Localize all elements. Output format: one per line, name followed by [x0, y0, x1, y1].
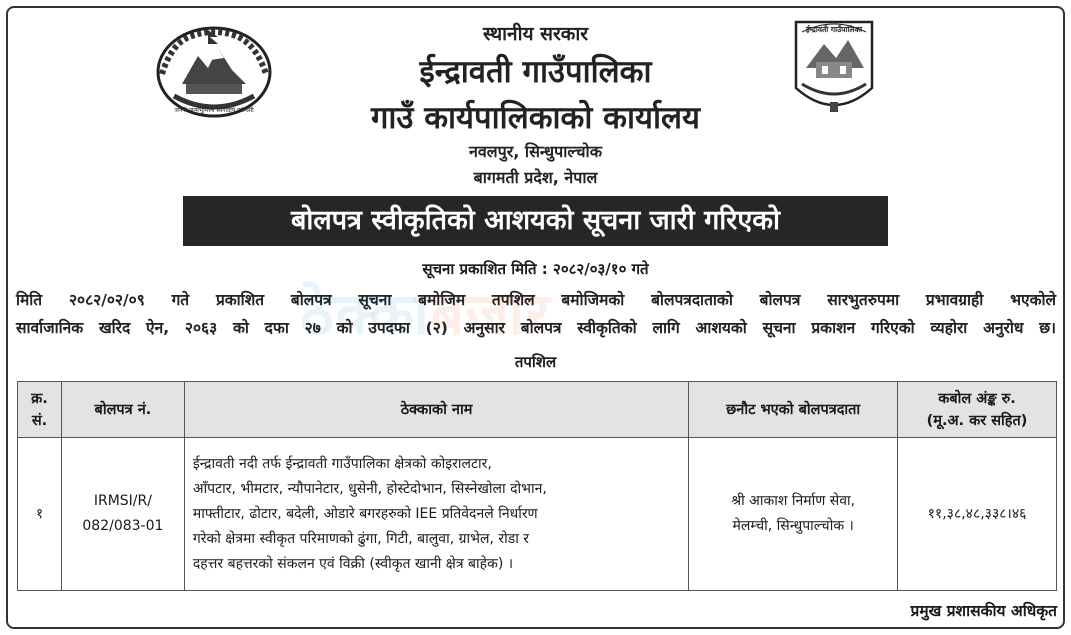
table-row [18, 438, 1057, 591]
cell-amount: ११,३८,४८,३३८।४६ [898, 438, 1057, 591]
header-amount: कबोल अंङ्क रु. (मू.अ. कर सहित) [898, 382, 1057, 438]
cell-bid-no: IRMSI/R/ 082/083-01 [61, 438, 184, 591]
municipality-logo-text: ईन्द्रावती गाउँपालिका [805, 25, 863, 34]
cell-selected-bidder: श्री आकाश निर्माण सेवा, मेलम्ची, सिन्धुपाल्चोक । [689, 438, 898, 591]
notice-body-line1: मिति २०८२/०२/०९ गते प्रकाशित बोलपत्र सूचना बमोजिम तपशिल बमोजिमको बोलपत्रदाताको बोलपत्र सारभुतरुपमा प्रभावग्राही भएकोले [16, 291, 1056, 309]
municipality-name: ईन्द्रावती गाउँपालिका [419, 54, 652, 90]
header-selected-bidder: छनौट भएको बोलपत्रदाता [689, 382, 898, 438]
details-table [17, 381, 1057, 591]
address-line2: बागमती प्रदेश, नेपाल [473, 168, 598, 187]
emblem-motto: जननी जन्मभूमिश्च स्वर्गादपि गरीयसी [174, 107, 254, 114]
signatory: प्रमुख प्रशासकीय अधिकृत [910, 602, 1057, 620]
notice-body-line2: सार्वाजानिक खरिद ऐन, २०६३ को दफा २७ को उपदफा (२) अनुसार बोलपत्र स्वीकृतिको लागि आशयको सूचना प्रकाशन गरिएको व्यहोरा अनुरोध छ। [16, 319, 1056, 337]
address-line1: नवलपुर, सिन्धुपाल्चोक [469, 142, 602, 161]
header-bid-no: बोलपत्र नं. [61, 382, 184, 438]
local-government-label: स्थानीय सरकार [482, 23, 589, 45]
header-sn: क्र. सं. [18, 382, 62, 438]
office-name: गाउँ कार्यपालिकाको कार्यालय [370, 100, 701, 136]
table-header-row [18, 382, 1057, 438]
published-date: सूचना प्रकाशित मिति : २०८२/०३/१० गते [422, 260, 649, 278]
notice-body [16, 286, 1056, 342]
cell-contract-name: ईन्द्रावती नदी तर्फ ईन्द्रावती गाउँपालिका क्षेत्रको कोइरालटार, आँपटार, भीमटार, न्यौपानेटार, धुसेनी, होस्टेदोभान, सिस्नेखोला दोभान, माफ्तीटार, ढोटार, बदेली, ओडारे बगरहरुको IEE प्रतिवेदनले निर्धारण गरेको क्षेत्रमा स्वीकृत परिमाणको ढुंगा, गिटी, बालुवा, ग्राभेल, रोडा र दहत्तर बहत्तरको संकलन एवं विक्री (स्वीकृत खानी क्षेत्र बाहेक) । [184, 438, 688, 591]
header-contract-name: ठेक्काको नाम [184, 382, 688, 438]
cell-sn: १ [18, 438, 62, 591]
details-heading: तपशिल [514, 353, 557, 371]
notice-title: बोलपत्र स्वीकृतिको आशयको सूचना जारी गरिएको [183, 196, 888, 246]
